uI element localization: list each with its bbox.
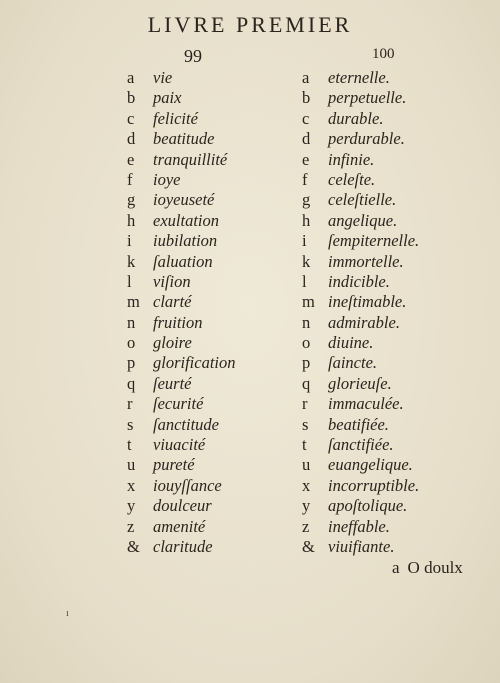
row-letter: y	[127, 496, 136, 516]
row-letter: y	[302, 496, 311, 516]
row-word: beatifiée.	[328, 414, 389, 434]
row-word: ſecurité	[153, 394, 204, 414]
list-item	[127, 415, 236, 435]
row-word: eternelle.	[328, 68, 390, 87]
list-item	[302, 109, 419, 129]
row-word: celeſte.	[328, 169, 376, 189]
running-header: LIVRE PREMIER	[147, 12, 353, 37]
row-word: durable.	[328, 108, 384, 128]
row-letter: c	[127, 108, 135, 128]
row-word: admirable.	[328, 312, 400, 332]
list-item	[302, 68, 419, 88]
row-letter: &	[127, 536, 140, 556]
list-item	[127, 394, 236, 414]
list-item	[302, 353, 419, 373]
row-word: viuifiante.	[328, 536, 395, 556]
row-letter: f	[302, 169, 308, 189]
row-letter: i	[302, 231, 307, 251]
row-letter: d	[127, 129, 136, 149]
row-word: clarté	[153, 292, 192, 312]
row-word: felicité	[153, 108, 198, 128]
list-item	[127, 313, 236, 333]
list-item	[127, 517, 236, 537]
row-word: immaculée.	[328, 394, 404, 414]
row-letter: g	[127, 190, 136, 210]
list-item	[127, 231, 236, 251]
row-word: ioyeuseté	[153, 190, 215, 210]
left-column-number: 99	[184, 46, 202, 66]
margin-mark: ı	[66, 608, 69, 619]
row-word: exultation	[153, 210, 219, 230]
list-item	[302, 252, 419, 272]
row-letter: c	[302, 108, 310, 128]
list-item	[127, 537, 236, 557]
list-item	[302, 231, 419, 251]
row-letter: o	[302, 333, 311, 353]
row-word: perpetuelle.	[328, 88, 407, 108]
list-item	[302, 496, 419, 516]
list-item	[127, 292, 236, 312]
row-word: ſaluation	[153, 251, 213, 271]
row-word: amenité	[153, 516, 206, 536]
row-letter: z	[302, 516, 310, 536]
list-item	[127, 211, 236, 231]
row-word: beatitude	[153, 129, 215, 149]
list-item	[302, 517, 419, 537]
row-word: apoſtolique.	[328, 496, 408, 516]
list-item	[127, 252, 236, 272]
list-item	[302, 333, 419, 353]
row-letter: l	[127, 271, 132, 291]
row-word: fruition	[153, 312, 203, 332]
row-word: perdurable.	[328, 129, 405, 149]
list-item	[302, 150, 419, 170]
row-letter: o	[127, 333, 136, 353]
row-letter: t	[302, 435, 307, 455]
row-letter: x	[302, 475, 311, 495]
row-letter: p	[127, 353, 136, 373]
row-word: indicible.	[328, 271, 390, 291]
row-letter: a	[302, 68, 310, 87]
row-word: incorruptible.	[328, 475, 420, 495]
row-letter: q	[302, 373, 311, 393]
row-letter: b	[127, 88, 136, 108]
row-letter: k	[127, 251, 136, 271]
row-word: ſeurté	[153, 373, 192, 393]
row-letter: s	[127, 414, 134, 434]
row-letter: t	[127, 435, 132, 455]
row-letter: f	[127, 169, 133, 189]
catchword	[392, 558, 471, 578]
list-item	[302, 272, 419, 292]
row-word: euangelique.	[328, 455, 413, 475]
row-word: vie	[153, 68, 173, 87]
list-item	[127, 129, 236, 149]
list-item	[127, 170, 236, 190]
row-word: claritude	[153, 536, 213, 556]
row-letter: m	[302, 292, 315, 312]
row-word: glorification	[153, 353, 236, 373]
catchword-signature: a	[392, 558, 400, 577]
row-letter: p	[302, 353, 311, 373]
list-item	[127, 109, 236, 129]
list-item	[302, 374, 419, 394]
list-item	[127, 150, 236, 170]
list-item	[302, 88, 419, 108]
list-item	[127, 333, 236, 353]
list-item	[127, 68, 236, 88]
row-word: ſanctifiée.	[328, 435, 394, 455]
row-word: celeſtielle.	[328, 190, 397, 210]
list-item	[127, 190, 236, 210]
row-word: immortelle.	[328, 251, 404, 271]
list-item	[302, 129, 419, 149]
row-word: diuine.	[328, 333, 374, 353]
list-item	[302, 170, 419, 190]
list-item	[302, 292, 419, 312]
row-letter: s	[302, 414, 309, 434]
row-letter: z	[127, 516, 135, 536]
row-word: pureté	[153, 455, 195, 475]
list-item	[127, 455, 236, 475]
catchword-text: O doulx	[407, 558, 463, 577]
list-item	[302, 455, 419, 475]
row-word: ineſtimable.	[328, 292, 407, 312]
row-word: ſanctitude	[153, 414, 219, 434]
row-letter: n	[302, 312, 311, 332]
list-item	[127, 374, 236, 394]
row-letter: u	[127, 455, 136, 475]
row-letter: r	[127, 394, 133, 414]
row-word: tranquillité	[153, 149, 228, 169]
row-word: iubilation	[153, 231, 218, 251]
row-letter: l	[302, 271, 307, 291]
list-item	[302, 211, 419, 231]
row-letter: q	[127, 373, 136, 393]
row-word: doulceur	[153, 496, 212, 516]
row-word: glorieuſe.	[328, 373, 392, 393]
row-word: gloire	[153, 333, 192, 353]
row-letter: b	[302, 88, 311, 108]
row-letter: h	[127, 210, 136, 230]
right-column	[302, 68, 419, 557]
row-letter: &	[302, 536, 315, 556]
list-item	[302, 394, 419, 414]
row-letter: e	[127, 149, 135, 169]
list-item	[302, 476, 419, 496]
list-item	[127, 496, 236, 516]
row-word: paix	[153, 88, 182, 108]
row-word: ineffable.	[328, 516, 390, 536]
left-column	[127, 68, 236, 557]
list-item	[127, 272, 236, 292]
row-letter: h	[302, 210, 311, 230]
row-word: iouyſſance	[153, 475, 222, 495]
list-item	[302, 415, 419, 435]
row-letter: e	[302, 149, 310, 169]
row-letter: a	[127, 68, 135, 87]
row-letter: n	[127, 312, 136, 332]
row-letter: u	[302, 455, 311, 475]
row-letter: m	[127, 292, 140, 312]
list-item	[127, 353, 236, 373]
row-word: infinie.	[328, 149, 375, 169]
row-letter: d	[302, 129, 311, 149]
list-item	[127, 88, 236, 108]
list-item	[127, 476, 236, 496]
row-letter: g	[302, 190, 311, 210]
row-word: ioye	[153, 169, 181, 189]
list-item	[127, 435, 236, 455]
list-item	[302, 313, 419, 333]
list-item	[302, 435, 419, 455]
row-letter: i	[127, 231, 132, 251]
row-word: viuacité	[153, 435, 206, 455]
row-letter: k	[302, 251, 311, 271]
row-word: viſion	[153, 271, 191, 291]
row-word: angelique.	[328, 210, 398, 230]
row-word: ſempiternelle.	[328, 231, 420, 251]
list-item	[302, 190, 419, 210]
list-item	[302, 537, 419, 557]
right-column-number: 100	[372, 46, 395, 62]
row-word: ſaincte.	[328, 353, 378, 373]
row-letter: x	[127, 475, 136, 495]
row-letter: r	[302, 394, 308, 414]
